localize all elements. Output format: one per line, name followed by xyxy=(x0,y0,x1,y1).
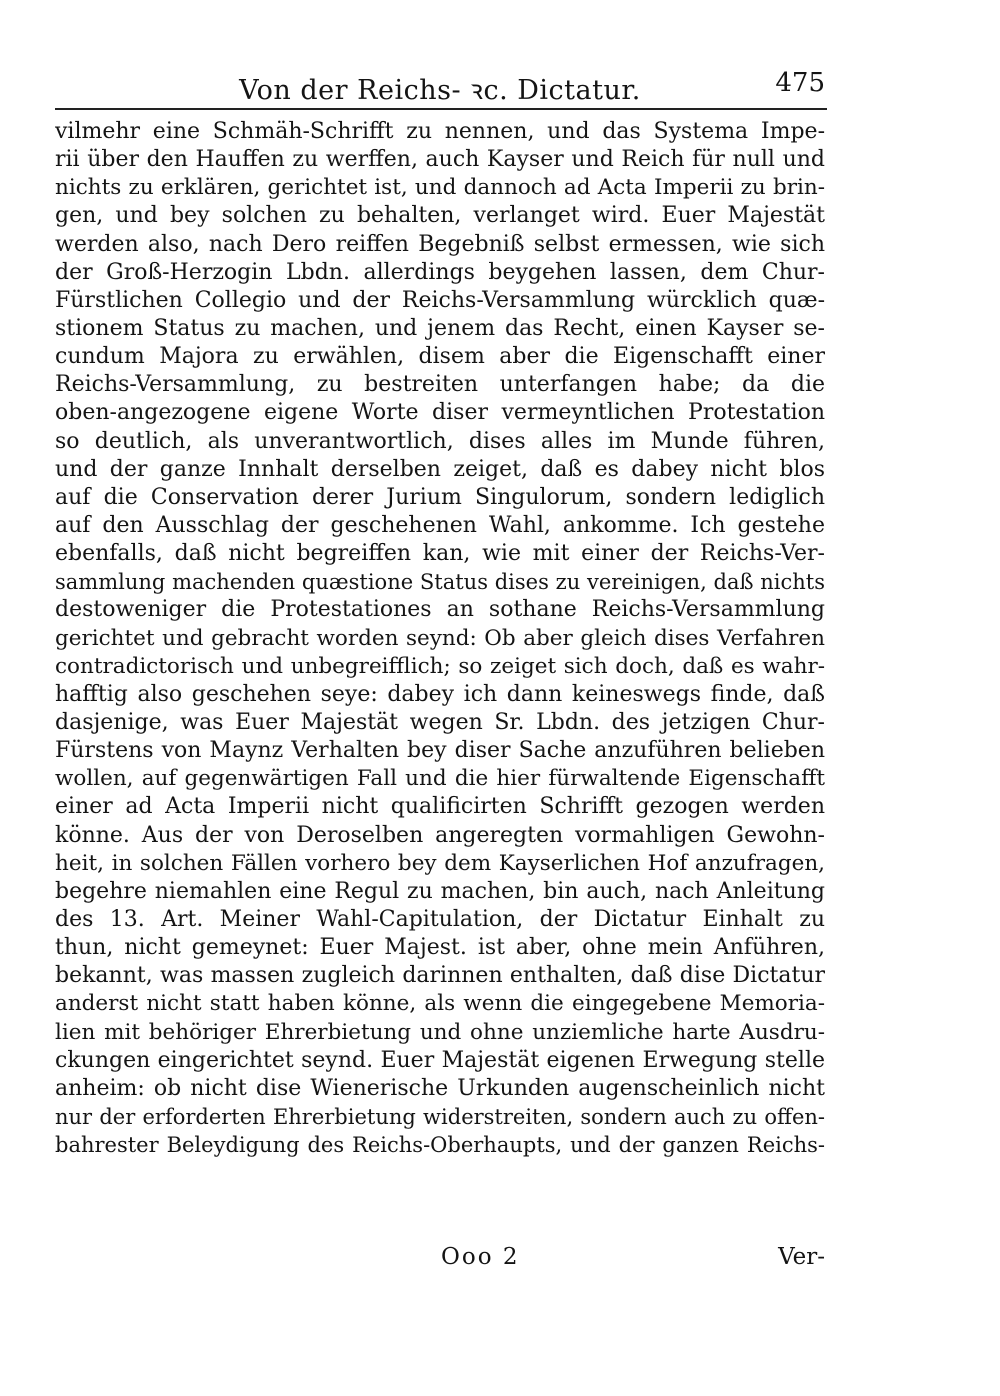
text-line: so deutlich, als unverantwortlich, dises alles im Munde führen, xyxy=(55,428,825,454)
text-line: vilmehr eine Schmäh-Schrifft zu nennen, und das Systema Impe- xyxy=(55,119,825,144)
page-footer xyxy=(55,1244,825,1276)
text-line: auf die Conservation derer Jurium Singulorum, sondern lediglich xyxy=(55,484,825,510)
text-line: thun, nicht gemeynet: Euer Majest. ist aber, ohne mein Anführen, xyxy=(55,935,825,961)
text-line: des 13. Art. Meiner Wahl-Capitulation, der Dictatur Einhalt zu xyxy=(55,906,825,932)
text-line: bahrester Beleydigung des Reichs-Oberhaupts, und der ganzen Reichs- xyxy=(55,1133,825,1158)
text-line: contradictorisch und unbegreifflich; so zeiget sich doch, daß es wahr- xyxy=(55,653,825,679)
text-line: könne. Aus der von Deroselben angeregten vormahligen Gewohn- xyxy=(55,822,825,848)
text-line: nichts zu erklären, gerichtet ist, und dannoch ad Acta Imperii zu brin- xyxy=(55,175,825,201)
text-line: einer ad Acta Imperii nicht qualificirten Schrifft gezogen werden xyxy=(55,794,825,820)
text-line: Reichs-Versammlung, zu bestreiten unterfangen habe; da die xyxy=(55,372,825,398)
catchword: Ver- xyxy=(778,1244,825,1270)
text-line: ckungen eingerichtet seynd. Euer Majestät eigenen Erwegung stelle xyxy=(55,1047,825,1073)
running-head xyxy=(55,66,825,106)
text-line: nur der erforderten Ehrerbietung widerstreiten, sondern auch zu offen- xyxy=(55,1104,825,1129)
text-line: anheim: ob nicht dise Wienerische Urkunden augenscheinlich nicht xyxy=(55,1075,825,1101)
text-line: dasjenige, was Euer Majestät wegen Sr. Lbdn. des jetzigen Chur- xyxy=(55,709,825,735)
text-line: der Groß-Herzogin Lbdn. allerdings beygehen lassen, dem Chur- xyxy=(55,259,825,285)
text-line: cundum Majora zu erwählen, disem aber die Eigenschafft einer xyxy=(55,344,825,370)
signature-mark: Ooo 2 xyxy=(441,1244,520,1270)
text-line: stionem Status zu machen, und jenem das Recht, einen Kayser se- xyxy=(55,315,825,341)
text-line: lien mit behöriger Ehrerbietung und ohne unziemliche harte Ausdru- xyxy=(55,1019,825,1045)
text-line: destoweniger die Protestationes an sothane Reichs-Versammlung xyxy=(55,597,825,623)
running-title: Von der Reichs- ꝛc. Dictatur. xyxy=(239,75,641,106)
text-line: bekannt, was massen zugleich darinnen enthalten, daß dise Dictatur xyxy=(55,963,825,989)
body-text xyxy=(55,118,825,1159)
text-line: begehre niemahlen eine Regul zu machen, bin auch, nach Anleitung xyxy=(55,878,825,904)
text-line: sammlung machenden quæstione Status dises zu vereinigen, daß nichts xyxy=(55,570,825,595)
text-line: ebenfalls, daß nicht begreiffen kan, wie mit einer der Reichs-Ver- xyxy=(55,541,825,567)
text-line: gerichtet und gebracht worden seynd: Ob aber gleich dises Verfahren xyxy=(55,625,825,651)
text-line: rii über den Hauffen zu werffen, auch Kayser und Reich für null und xyxy=(55,147,825,173)
text-line: Fürstens von Maynz Verhalten bey diser Sache anzuführen belieben xyxy=(55,738,825,764)
text-line: Fürstlichen Collegio und der Reichs-Versammlung würcklich quæ- xyxy=(55,287,825,313)
text-line: hafftig also geschehen seye: dabey ich dann keineswegs finde, daß xyxy=(55,681,825,707)
text-line: wollen, auf gegenwärtigen Fall und die hier fürwaltende Eigenschafft xyxy=(55,766,825,792)
text-line: auf den Ausschlag der geschehenen Wahl, ankomme. Ich gestehe xyxy=(55,512,825,538)
text-line: heit, in solchen Fällen vorhero bey dem Kayserlichen Hof anzufragen, xyxy=(55,850,825,876)
text-line: oben-angezogene eigene Worte diser vermeyntlichen Protestation xyxy=(55,400,825,426)
text-line: gen, und bey solchen zu behalten, verlanget wird. Euer Majestät xyxy=(55,203,825,229)
page-number: 475 xyxy=(775,68,825,98)
text-line: und der ganze Innhalt derselben zeiget, daß es dabey nicht blos xyxy=(55,456,825,482)
text-line: werden also, nach Dero reiffen Begebniß selbst ermessen, wie sich xyxy=(55,231,825,257)
text-line: anderst nicht statt haben könne, als wenn die eingegebene Memoria- xyxy=(55,991,825,1017)
header-rule xyxy=(55,108,827,110)
